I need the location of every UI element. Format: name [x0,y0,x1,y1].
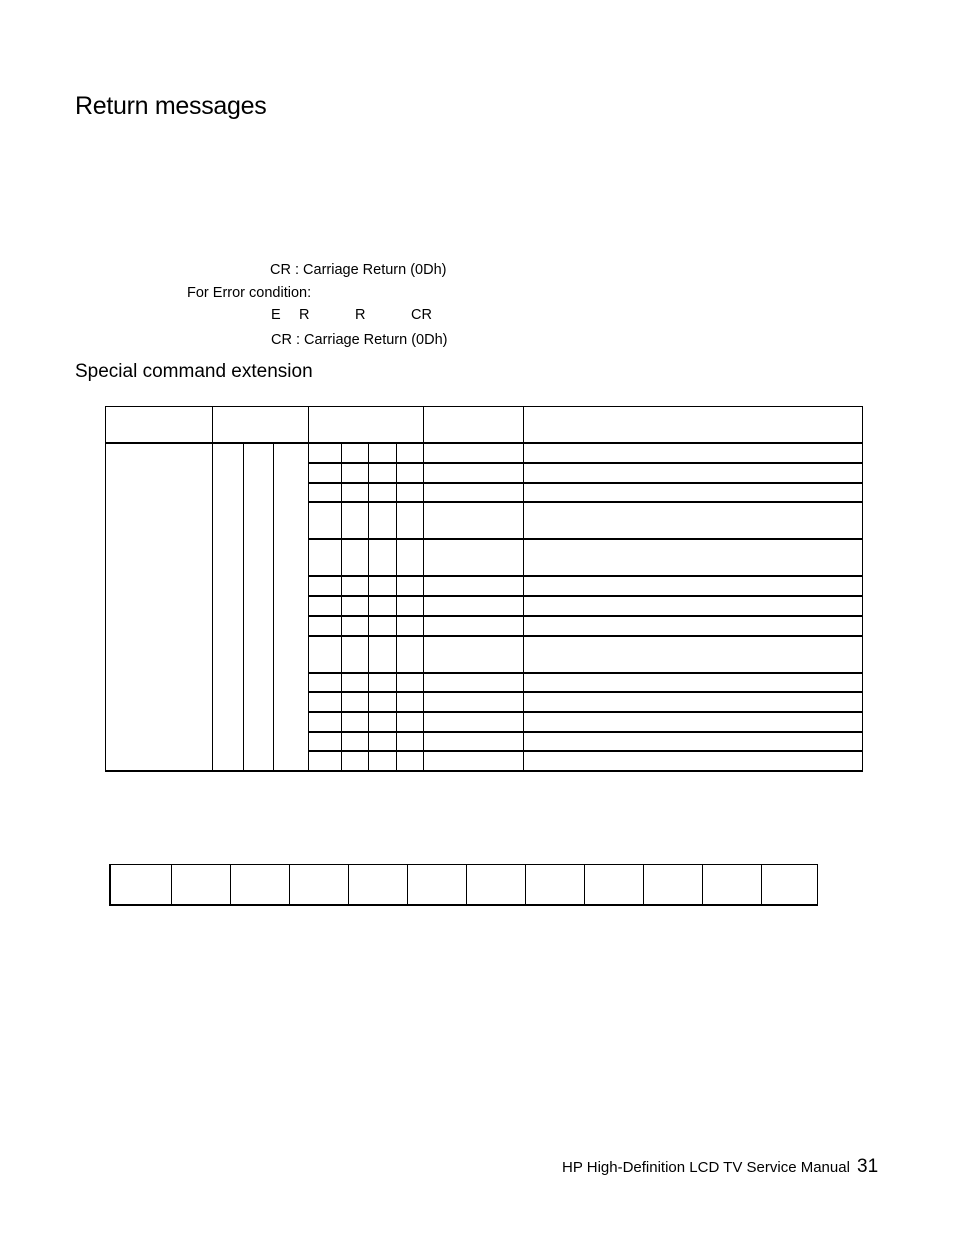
table-row-line [308,595,863,597]
section-title: Special command extension [75,361,313,382]
table-subcol-line [341,442,342,772]
table-subcol-line [273,442,274,772]
table-row-line [308,462,863,464]
table-subcol-line [243,442,244,772]
byte-cell-divider [584,865,585,904]
error-seq-char: CR [411,307,432,323]
byte-cell-divider [230,865,231,904]
byte-cell-divider [761,865,762,904]
table-row-line [308,482,863,484]
table-subcol-line [396,442,397,772]
table-row-line [308,672,863,674]
table-border [862,406,863,772]
table-col-line [423,406,424,772]
table-border [105,770,863,772]
byte-cell-divider [702,865,703,904]
carriage-return-note: CR : Carriage Return (0Dh) [270,262,447,278]
table-col-line [523,406,524,772]
byte-cell-divider [171,865,172,904]
byte-cell-divider [643,865,644,904]
table-header-divider [105,442,863,444]
table-row-line [308,635,863,637]
table-row-line [308,750,863,752]
error-seq-char: E [271,307,281,323]
footer-manual-title: HP High-Definition LCD TV Service Manual [562,1159,850,1176]
table-row-line [308,615,863,617]
table-row-line [308,538,863,540]
byte-cell-divider [466,865,467,904]
byte-cell-divider [289,865,290,904]
table-col-line [308,406,309,772]
page-title: Return messages [75,92,267,120]
byte-cell-divider [407,865,408,904]
table-row-line [308,691,863,693]
byte-sequence-table [109,864,818,906]
error-condition-label: For Error condition: [187,285,312,301]
byte-cell-divider [525,865,526,904]
table-border [105,406,106,772]
table-row-line [308,711,863,713]
table-row-line [308,731,863,733]
table-row-line [308,501,863,503]
table-col-line [212,406,213,772]
table-row-line [308,575,863,577]
error-seq-char: R [355,307,366,323]
carriage-return-note: CR : Carriage Return (0Dh) [271,332,448,348]
page-number: 31 [857,1156,879,1177]
byte-cell-divider [348,865,349,904]
error-seq-char: R [299,307,310,323]
table-border [105,406,863,407]
table-subcol-line [368,442,369,772]
